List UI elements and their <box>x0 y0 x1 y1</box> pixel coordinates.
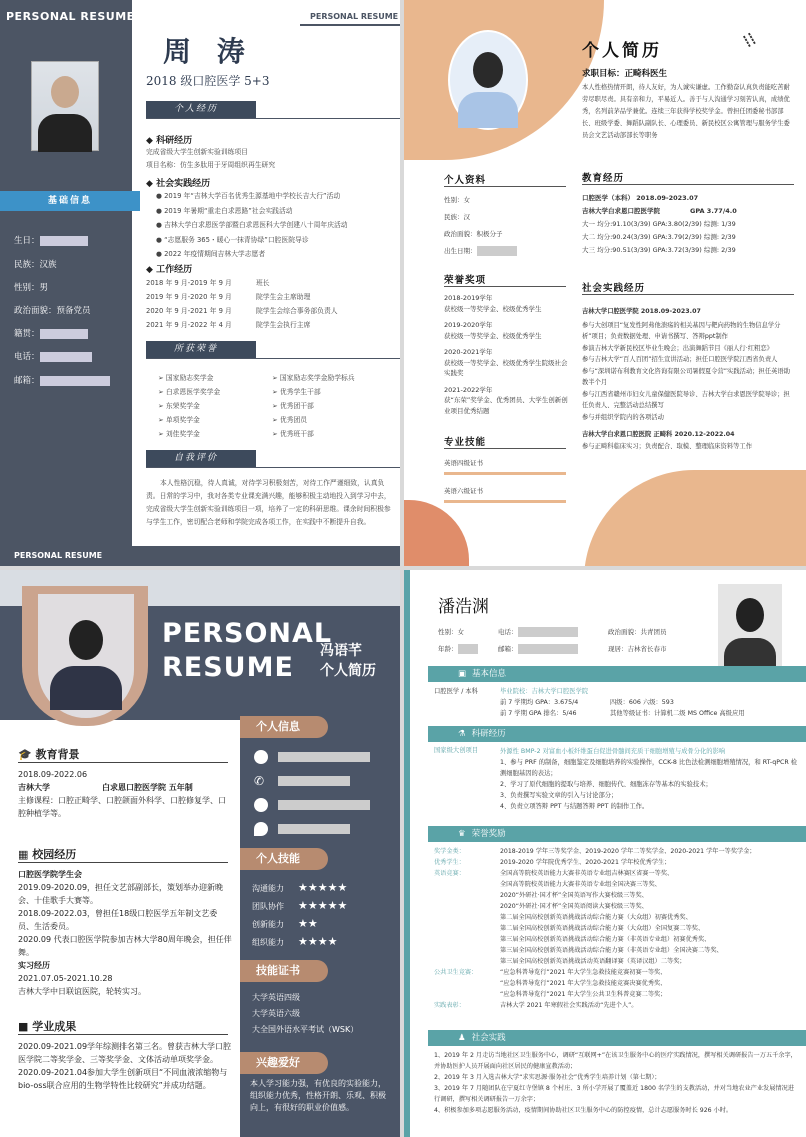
graduation-cap-icon: 🎓 <box>18 748 32 761</box>
basic-info-label: 政治面貌： <box>14 306 57 316</box>
id-card-icon: ▣ <box>458 669 467 679</box>
research-title: ◆ 科研经历 <box>146 136 193 146</box>
skill-tag: 个人技能 <box>240 848 328 870</box>
basic-info-label: 邮箱： <box>14 376 40 386</box>
edu-title: 教育经历 <box>582 173 625 184</box>
hair-shape <box>736 598 764 632</box>
campus-block: 口腔医学院学生会 2019.09-2020.09，担任文艺部副部长，策划举办迎新晚会、十佳歌手大赛等。 2018.09-2022.03，曾担任18级口腔医学五年制文艺委员、生活委员。 2020.09 代表口腔医学院参加吉林大学80周年晚会，担任伴舞。 实习经历 2021.07.05-2021.10.28 吉林大学中日联谊医院，轮转实习。 <box>18 870 232 996</box>
basic-info-row <box>14 350 92 362</box>
building-icon: ▦ <box>18 848 29 861</box>
basic-info-label: 生日： <box>14 236 40 246</box>
cert-list: 大学英语四级 大学英语六级 大全国外语水平考试（WSK） <box>252 993 359 1034</box>
research-bar: ⚗ 科研经历 <box>428 726 806 742</box>
header-tag: PERSONAL RESUME <box>310 12 399 21</box>
rule <box>18 862 228 863</box>
mail-icon <box>254 798 268 812</box>
profile-photo <box>448 30 528 130</box>
skill-1-bar <box>444 472 566 475</box>
redacted-value <box>278 800 370 810</box>
basic-bar: ▣ 基本信息 <box>428 666 806 682</box>
work-rows: 2018 年 9 月-2019 年 9 月 班长 2019 年 9 月-2020 年 9 月 院学生会主席助理 2020 年 9 月-2021 年 9 月 院学生会综合事务部负责人 2021 年 9 月-2022 年 4 月 院学生会执行主席 <box>146 279 338 329</box>
suit-shape <box>38 114 92 152</box>
achieve-block: 2020.09-2021.09学年综测排名第三名。曾获吉林大学口腔医学院二等奖学金、三等奖学金、文体活动单项奖学金。 2020.09-2021.04参加大学生创新项目“不同血液浓缩物与bio-oss联合应用的生物学特性比较研究”并成功结题。 <box>18 1042 232 1090</box>
hobby-text: 本人学习能力强，有优良的实验能力，组织能力优秀，性格开朗、乐观、积极向上，有很好的职业价值感。 <box>250 1079 386 1112</box>
awards-left: ➢ 国家励志奖学金 ➢ 白求恩医学奖学金 ➢ 东荣奖学金 ➢ 单项奖学金 ➢ 刘佳奖学金 <box>158 374 221 438</box>
rating-stars-icon: ★★★★ <box>298 935 338 948</box>
footer-bar: PERSONAL RESUME <box>0 546 400 566</box>
skill-2-bar <box>444 500 566 503</box>
basic-info-label: 籍贯： <box>14 329 40 339</box>
campus-title: ▦ 校园经历 <box>18 848 77 861</box>
redacted-value <box>40 236 88 246</box>
social-title: 社会实践经历 <box>582 283 646 294</box>
basic-info-row <box>14 234 88 246</box>
section-rule <box>146 118 400 119</box>
section-rule <box>146 467 400 468</box>
social-title: ◆ 社会实践经历 <box>146 179 211 189</box>
basic-info-row <box>14 304 91 316</box>
decor-blob-bottom <box>584 470 806 566</box>
social-lines: ● 2019 年“吉林大学百名优秀生源基地中学校长吉大行”活动 ● 2019 年暑期“重走白求恩路”社会实践活动 ● 吉林大学白求恩医学部暨白求恩医科大学创建八十周年庆活动 ● “志愿服务 365・暖心一抹青协绿”口腔医院导诊 ● 2022 年疫情期间吉林大学志愿者 <box>156 192 348 258</box>
resume-2 <box>404 0 806 566</box>
redacted-value <box>278 752 370 762</box>
profile-photo <box>31 61 99 151</box>
section-awards: 所获荣誉 <box>146 341 256 358</box>
redacted-value <box>40 352 92 362</box>
resume-label: 个人简历 <box>320 663 376 679</box>
work-title: ◆ 工作经历 <box>146 265 193 275</box>
rule <box>444 286 566 287</box>
basic-info-row <box>14 258 57 270</box>
decor-blob-left <box>404 500 469 566</box>
resume-4 <box>404 570 806 1137</box>
flask-icon: ⚗ <box>458 729 466 739</box>
section-eval: 自我评价 <box>146 450 256 467</box>
resume-3 <box>0 570 400 1137</box>
basic-info-row <box>14 327 88 339</box>
honor-list: 2018-2019学年 获校级一等奖学金、校级优秀学生 2019-2020学年 获校级一等奖学金、校级优秀学生 2020-2021学年 获校级一等奖学金、校级优秀学生院级社会实践奖 2021-2022学年 获“东荣”奖学金、优秀团员、大学生创新创业项目优秀结题 <box>444 294 568 415</box>
rule <box>444 186 566 187</box>
basic-block: 口腔医学 / 本科 毕业院校：吉林大学口腔医学院 前 7 学期均 GPA：3.675/4 四级：606 六级：593 前 7 学期 GPA 排名：5/46 其他等级证书：计算机二级 MS Office 高级应用 <box>434 688 745 717</box>
honor-title: 荣誉奖项 <box>444 275 487 286</box>
basic-info-bar: 基础信息 <box>0 191 140 211</box>
info-tag: 个人信息 <box>240 716 328 738</box>
rating-stars-icon: ★★★★★ <box>298 881 348 894</box>
edu-block: 口腔医学（本科） 2018.09-2023.07 吉林大学白求恩口腔医学院 GPA 3.77/4.0 大一 均分:91.10(3/39) GPA:3.80(2/39) 综测: 1/39 大二 均分:90.24(3/39) GPA:3.79(2/39) 综测: 2/39 大三 均分:90.51(3/39) GPA:3.72(3/39) 综测: 2/39 <box>582 194 737 254</box>
rule <box>18 1034 228 1035</box>
header-rule <box>300 24 400 26</box>
skill-1: 英语四级证书 <box>444 459 483 467</box>
candidate-name: 潘浩渊 <box>438 597 489 617</box>
redacted-value <box>477 246 517 256</box>
shirt-shape <box>458 92 518 128</box>
redacted-value <box>40 376 110 386</box>
skill-2: 英语六级证书 <box>444 487 483 495</box>
awards-right: ➢ 国家励志奖学金励学标兵 ➢ 优秀学生干部 ➢ 优秀团干部 ➢ 优秀团员 ➢ 优秀班干部 <box>272 374 355 438</box>
location-icon <box>254 822 268 836</box>
phone-icon: ✆ <box>254 773 265 788</box>
section-experience: 个人经历 <box>146 101 256 118</box>
practice-bar: ♟ 社会实践 <box>428 1030 806 1046</box>
redacted-value <box>518 627 578 637</box>
big-title-1: PERSONAL <box>162 618 333 649</box>
diamond-icon: ◆ <box>146 265 157 275</box>
head-shape <box>51 76 79 108</box>
rule <box>18 762 228 763</box>
resume-1 <box>0 0 400 566</box>
contact-fields: 性别：女 电话： 政治面貌：共青团员 年龄： 邮箱： 现居：吉林省长春市 <box>438 628 667 653</box>
edu-title: 🎓 教育背景 <box>18 748 80 761</box>
job-objective: 求职目标：正畸科医生 <box>582 69 668 79</box>
award-block: 奖学金类： 2018-2019 学年三等奖学金、2019-2020 学年二等奖学金、2020-2021 学年一等奖学金； 优秀学生： 2019-2020 学年院优秀学生、2020-2021 学年校优秀学生； 英语竞赛： 全国高等院校英语能力大赛非英语专业组吉林赛区省赛一等奖、 全国高等院校英语能力大赛非英语专业组全国决赛三等奖、 2020“外研社·国才杯”全国英语写作大赛校级三等奖、 2020“外研社·国才杯”全国英语阅读大赛校级三等奖、 第二届全国高校创新英语挑战活动综合能力赛（大众组）初赛优秀奖、 第二届全国高校创新英语挑战活动综合能力赛（大众组）全国复赛二等奖、 第三届全国高校创新英语挑战活动综合能力赛（非英语专业组）初赛优秀奖、 第三届全国高校创新英语挑战活动综合能力赛（非英语专业组）全国决赛二等奖、 第三届全国高校创新英语挑战活动英语翻译赛（英译汉组）二等奖； 公共卫生竞赛： “应急科普导览行”2021 年大学生急救技能竞赛初赛一等奖、 “应急科普导览行”2021 年大学生急救技能竞赛决赛优秀奖、 “应急科普导览行”2021 年大学生公共卫生科普竞赛二等奖； 实践表彰： 吉林大学 2021 年寒假社会实践活动“先进个人”。 <box>434 848 756 1009</box>
rule <box>582 294 794 295</box>
practice-block: 1、2019 年 2 月走访当地社区卫生服务中心，调研“互联网+”在该卫生服务中心的医疗实践情况，撰写相关调研报告一万五千余字，并协助医护人员开展面向社区居民的健康宣教活动； 2、2019 年 3 月入选吉林大学“求实思源·服务社会”优秀学生培养计划（第七期）； 3、2019 年 7 月随团队在宁夏红寺堡镇 8 个村庄、3 所小学开展了覆盖近 1800 名学生的支教活动，并对当地农业产业发展情况进行调研，撰写相关调研报告一万余字； 4、积极参加多项志愿服务活动，疫情期间协助社区卫生服务中心的防控疫情，总计志愿服务时长 926 小时。 <box>434 1052 797 1114</box>
section-rule <box>146 358 400 359</box>
big-title-2: RESUME <box>162 652 294 683</box>
briefcase-icon: ■ <box>18 1020 29 1033</box>
diamond-icon: ◆ <box>146 136 157 146</box>
sidebar-title: PERSONAL RESUME <box>6 10 135 23</box>
award-bar: ♛ 荣誉奖励 <box>428 826 806 842</box>
rating-stars-icon: ★★ <box>298 917 318 930</box>
profile-photo <box>38 594 134 718</box>
trophy-icon: ♛ <box>458 829 466 839</box>
candidate-name: 周 涛 <box>163 35 253 68</box>
redacted-value <box>458 644 478 654</box>
basic-info-row <box>14 281 48 293</box>
basic-info-label: 性别： <box>14 283 40 293</box>
skill-title: 专业技能 <box>444 437 487 448</box>
edu-block: 2018.09-2022.06 吉林大学 白求恩口腔医学院 五年制 主修课程：口腔正畸学、口腔颌面外科学、口腔修复学、口腔种植学等。 <box>18 770 226 818</box>
redacted-value <box>518 644 578 654</box>
diamond-icon: ◆ <box>146 179 157 189</box>
people-icon: ♟ <box>458 1033 466 1043</box>
personal-list: 性别：女 民族：汉 政治面貌：积极分子 出生日期： <box>444 192 517 260</box>
rule <box>444 448 566 449</box>
hair-shape <box>473 52 503 88</box>
skill-list: 沟通能力 ★★★★★ 团队协作 ★★★★★ 创新能力 ★★ 组织能力 ★★★★ <box>252 881 348 948</box>
basic-info-label: 民族： <box>14 260 40 270</box>
intro-text: 本人性格热情开朗，待人友好，为人诚实谦虚。工作勤奋认真负责能吃苦耐劳尽职尽责。具有亲和力，平易近人。善于与人沟通学习刻苦认真，成绩优秀，名列前茅品学兼优。连续三年获得学校奖学金。曾担任团委秘书部部长、班级学委、舞蹈队副队长、心理委员、新民校区公寓管理与服务学生委员会文艺活动部部长等职务 <box>582 84 790 139</box>
basic-info-row <box>14 374 110 386</box>
redacted-value <box>278 776 350 786</box>
research-block: 外源性 BMP-2 对富血小板纤维蛋白促进骨髓间充质干细胞增殖与成骨分化的影响 1、参与 PRF 的制备，细胞鉴定及细胞培养的实验操作，CCK-8 比色法检测细胞增殖情况，和 RT-qPCR 检测细胞基因的表达； 2、学习了原代细胞的提取与培养、细胞传代、细胞冻存等基本的实验技术； 3、负责撰写实验文章的引入与讨论部分； 4、负责立项答辩 PPT 与结题答辩 PPT 的制作工作。 <box>500 748 798 810</box>
achieve-title: ■ 学业成果 <box>18 1020 77 1033</box>
rule <box>582 184 794 185</box>
cert-tag: 技能证书 <box>240 960 328 982</box>
research-tag: 国家级大创项目 <box>434 747 479 754</box>
rating-stars-icon: ★★★★★ <box>298 899 348 912</box>
basic-info-value: 汉族 <box>39 260 57 270</box>
redacted-value <box>40 329 88 339</box>
basic-info-value: 预备党员 <box>56 306 91 316</box>
social-block: 吉林大学口腔医学院 2018.09-2023.07 参与大创项目“复发性阿弗他溃疡的相关基因与靶向药物的生物信息学分析”项目；负责数据处理、申请书撰写、答辩ppt制作 参演吉林大学新民校区毕业生晚会；出演舞蹈节目《丽人行·红粗恋》 参与吉林大学“百人百团”招生宣讲活动；担任口腔医学院江西省负责人 参与“深圳诺布利教育文化咨询有限公司暑假夏令营”实践活动；担任英语助教半个月 参与江西省赣州市妇女儿童保健医院导诊、吉林大学白求恩医学院导诊；担任负责人、完整活动总结撰写 参与并组织学院内的各项活动 吉林大学白求恩口腔医院 正畸科 2020.12-2022.04 参与正畸科临床实习；负责配合、取模、整理临床资料等工作 <box>582 308 791 450</box>
research-lines: 完成省级大学生创新实验训练项目 项目名称：仿生多肽用于牙周组织再生研究 <box>146 148 276 169</box>
candidate-name: 冯语芊 <box>320 643 362 659</box>
resume-title: 个人简历 <box>582 41 662 61</box>
personal-title: 个人资料 <box>444 175 487 186</box>
info-rows <box>254 746 370 842</box>
left-stripe <box>404 570 410 1137</box>
blazer-shape <box>50 666 122 710</box>
dots-decor-icon: ⁞⁞ <box>739 28 760 53</box>
person-icon <box>254 750 268 764</box>
basic-info-value: 男 <box>39 283 49 293</box>
profile-photo <box>718 584 782 672</box>
redacted-value <box>278 824 350 834</box>
candidate-major: 2018 级口腔医学 5+3 <box>146 74 270 88</box>
hobby-tag: 兴趣爱好 <box>240 1052 328 1074</box>
hair-shape <box>69 620 103 660</box>
eval-text: 本人性格沉稳，待人真诚，对待学习积极刻苦，对待工作严谨细致，认真负责。日常的学习中，我对各类专业课充满兴趣，能够积极主动地投入到学习中去，完成省级大学生创新实验训练项目一项，培养了一定的科研思维。课余时间积极参与学生工作，密切配合老师和学院完成各项工作，在实践中不断提升自我。 <box>146 479 391 526</box>
basic-info-label: 电话： <box>14 352 40 362</box>
